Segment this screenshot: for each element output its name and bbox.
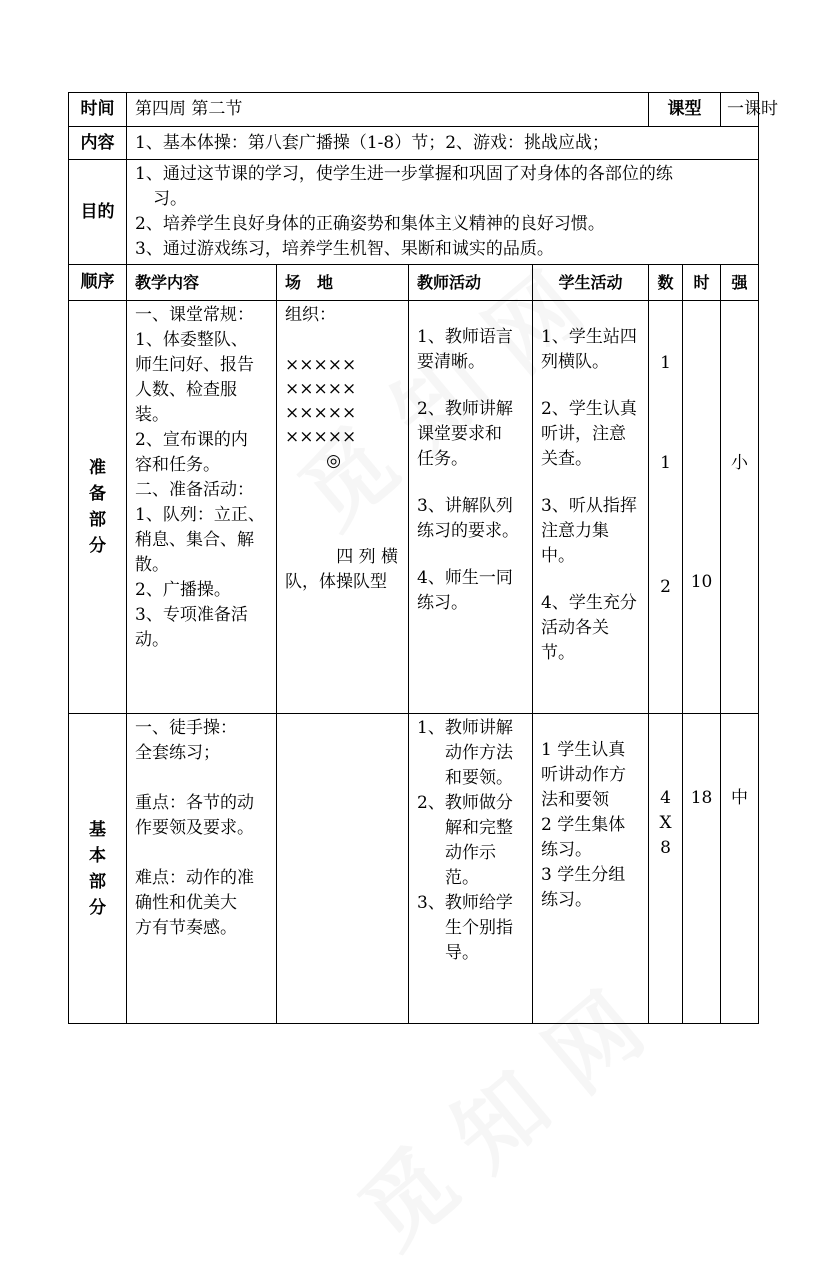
prep-teacher-activity xyxy=(409,301,533,714)
content-line: 1、队列：立正、 xyxy=(135,505,265,525)
student-line: 关查。 xyxy=(541,449,592,469)
student-line: 练习。 xyxy=(541,890,592,910)
count-value: 8 xyxy=(660,838,671,858)
teacher-line: 2、教师讲解 xyxy=(417,399,513,419)
basic-venue xyxy=(277,714,409,1024)
basic-time: 18 xyxy=(683,714,721,1024)
student-line: 1、学生站四 xyxy=(541,327,637,347)
section-char: 分 xyxy=(89,897,106,918)
goal-item-continued: 习。 xyxy=(153,189,187,209)
header-content: 教学内容 xyxy=(127,265,277,301)
content-line: 确性和优美大 xyxy=(135,893,237,913)
count-value: 1 xyxy=(660,353,671,373)
student-line: 2、学生认真 xyxy=(541,399,637,419)
basic-count xyxy=(649,714,683,1024)
student-line: 听讲，注意 xyxy=(541,424,626,444)
count-value: 2 xyxy=(660,577,671,597)
time-label: 时间 xyxy=(69,93,127,127)
student-line: 列横队。 xyxy=(541,352,609,372)
content-line: 2、宣布课的内 xyxy=(135,430,248,450)
formation-row: ××××× xyxy=(285,427,357,447)
student-line: 节。 xyxy=(541,643,575,663)
prep-student-activity xyxy=(533,301,649,714)
teacher-line: 课堂要求和 xyxy=(417,424,502,444)
column-header-row xyxy=(69,265,759,301)
content-line: 3、专项准备活 xyxy=(135,605,248,625)
teacher-line: 和要领。 xyxy=(445,768,513,788)
content-line: 装。 xyxy=(135,405,169,425)
teacher-line: 动作方法 xyxy=(445,743,513,763)
basic-student-activity xyxy=(533,714,649,1024)
section-char: 备 xyxy=(89,484,106,504)
count-value: 1 xyxy=(660,453,671,473)
content-label: 内容 xyxy=(69,127,127,160)
student-line: 2 学生集体 xyxy=(541,815,626,835)
teacher-line: 要清晰。 xyxy=(417,352,485,372)
content-line: 散。 xyxy=(135,555,169,575)
formation-diagram xyxy=(285,353,402,473)
header-time: 时 xyxy=(683,265,721,301)
section-char: 本 xyxy=(89,845,106,866)
goal-item: 2、培养学生良好身体的正确姿势和集体主义精神的良好习惯。 xyxy=(135,214,605,234)
formation-row: ××××× xyxy=(285,403,357,423)
basic-teacher-activity xyxy=(409,714,533,1024)
student-line: 4、学生充分 xyxy=(541,593,637,613)
venue-label: 组织： xyxy=(285,305,336,325)
time-row xyxy=(69,93,759,127)
teacher-line: 解和完整 xyxy=(445,818,513,838)
teacher-line: 3、教师给学 xyxy=(417,893,513,913)
header-teacher: 教师活动 xyxy=(409,265,533,301)
section-char: 部 xyxy=(89,871,106,892)
prep-venue xyxy=(277,301,409,714)
basic-section-label xyxy=(69,714,127,1024)
content-line: 动。 xyxy=(135,630,169,650)
venue-caption: 队，体操队型 xyxy=(285,572,387,592)
section-char: 准 xyxy=(89,458,106,478)
formation-row: ××××× xyxy=(285,355,357,375)
teacher-line: 1、教师语言 xyxy=(417,327,513,347)
teacher-line: 范。 xyxy=(445,868,479,888)
teacher-line: 练习。 xyxy=(417,593,468,613)
student-line: 3、听从指挥 xyxy=(541,496,637,516)
formation-row: ××××× xyxy=(285,379,357,399)
teacher-line: 3、讲解队列 xyxy=(417,496,513,516)
section-char: 基 xyxy=(89,819,106,840)
content-line: 一、课堂常规： xyxy=(135,305,254,325)
type-label: 课型 xyxy=(649,93,721,127)
teacher-position-icon: ◎ xyxy=(326,451,341,471)
section-char: 部 xyxy=(89,510,106,530)
student-line: 中。 xyxy=(541,546,575,566)
content-value: 1、基本体操：第八套广播操（1-8）节；2、游戏：挑战应战； xyxy=(127,127,759,160)
header-intensity: 强 xyxy=(721,265,759,301)
content-line: 难点：动作的准 xyxy=(135,868,254,888)
content-line: 重点：各节的动 xyxy=(135,793,254,813)
header-order: 顺序 xyxy=(69,265,127,301)
section-char: 分 xyxy=(89,536,106,556)
student-line: 练习。 xyxy=(541,840,592,860)
content-line: 2、广播操。 xyxy=(135,580,231,600)
content-line: 1、体委整队、 xyxy=(135,330,248,350)
goal-list xyxy=(127,160,759,265)
content-line: 师生问好、报告 xyxy=(135,355,254,375)
basic-content xyxy=(127,714,277,1024)
student-line: 1 学生认真 xyxy=(541,740,626,760)
content-line: 一、徒手操： xyxy=(135,718,237,738)
header-student: 学生活动 xyxy=(533,265,649,301)
content-line: 稍息、集合、解 xyxy=(135,530,254,550)
teacher-line: 导。 xyxy=(445,943,479,963)
prep-content xyxy=(127,301,277,714)
header-count: 数 xyxy=(649,265,683,301)
type-value: 一课时 xyxy=(721,93,759,127)
prep-count xyxy=(649,301,683,714)
teacher-line: 4、师生一同 xyxy=(417,568,513,588)
teacher-line: 练习的要求。 xyxy=(417,521,519,541)
content-line: 方有节奏感。 xyxy=(135,918,237,938)
content-row xyxy=(69,127,759,160)
time-value: 第四周 第二节 xyxy=(127,93,649,127)
content-line: 容和任务。 xyxy=(135,455,220,475)
header-venue: 场 地 xyxy=(277,265,409,301)
student-line: 活动各关 xyxy=(541,618,609,638)
teacher-line: 1、教师讲解 xyxy=(417,718,513,738)
basic-intensity: 中 xyxy=(721,714,759,1024)
goal-item: 1、通过这节课的学习，使学生进一步掌握和巩固了对身体的各部位的练 xyxy=(135,164,673,184)
content-line: 全套练习； xyxy=(135,743,220,763)
content-line: 人数、检查服 xyxy=(135,380,237,400)
venue-caption: 四 列 横 xyxy=(336,547,398,567)
goal-item: 3、通过游戏练习，培养学生机智、果断和诚实的品质。 xyxy=(135,239,554,259)
teacher-line: 生个别指 xyxy=(445,918,513,938)
basic-row xyxy=(69,714,759,1024)
student-line: 注意力集 xyxy=(541,521,609,541)
student-line: 法和要领 xyxy=(541,790,609,810)
prep-intensity: 小 xyxy=(721,301,759,714)
teacher-line: 任务。 xyxy=(417,449,468,469)
student-line: 3 学生分组 xyxy=(541,865,626,885)
count-value: X xyxy=(659,813,672,833)
content-line: 二、准备活动： xyxy=(135,480,254,500)
content-line: 作要领及要求。 xyxy=(135,818,254,838)
count-value: 4 xyxy=(660,788,671,808)
lesson-plan-table xyxy=(68,92,779,1024)
goal-row xyxy=(69,160,759,265)
prep-section-label xyxy=(69,301,127,714)
teacher-line: 2、教师做分 xyxy=(417,793,513,813)
student-line: 听讲动作方 xyxy=(541,765,626,785)
prep-time: 10 xyxy=(683,301,721,714)
prep-row xyxy=(69,301,759,714)
teacher-line: 动作示 xyxy=(445,843,496,863)
goal-label: 目的 xyxy=(69,160,127,265)
